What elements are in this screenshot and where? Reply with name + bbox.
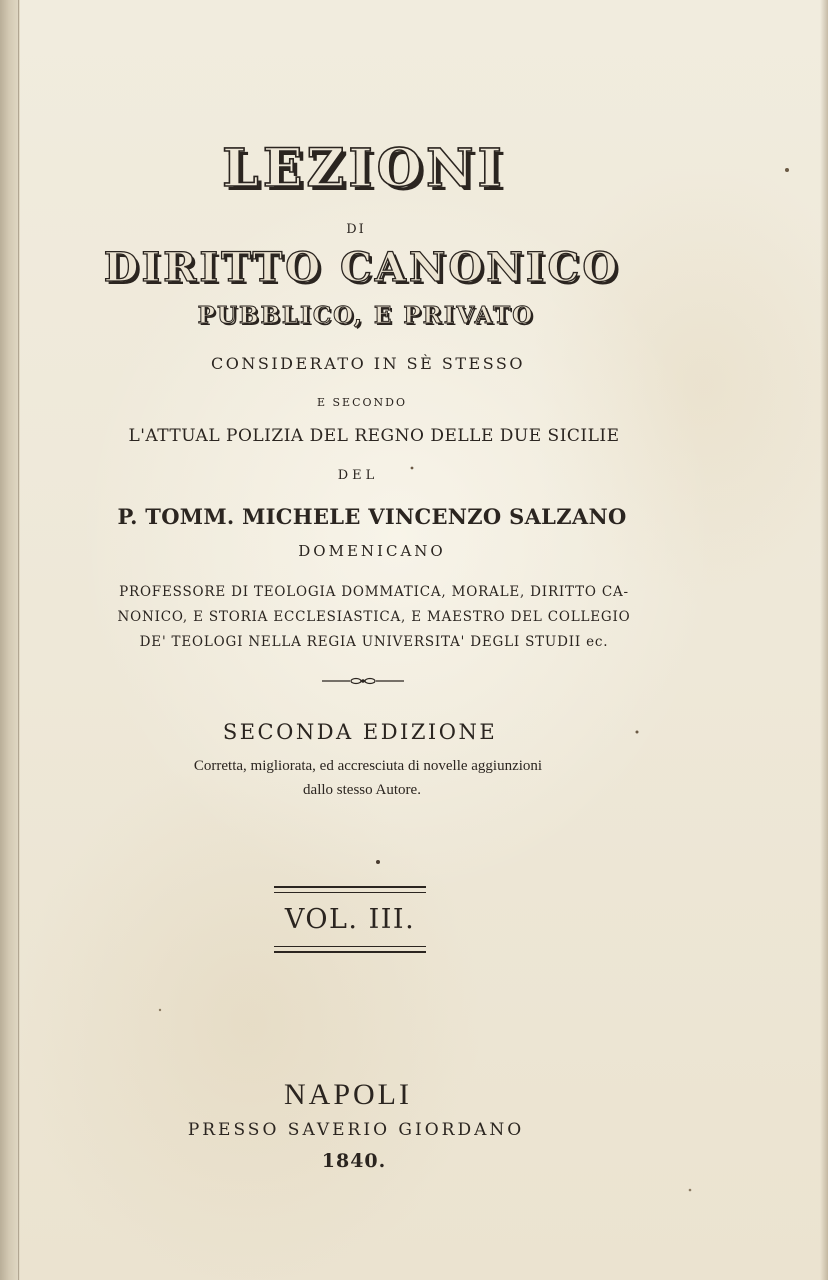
ornament-divider-icon: [320, 674, 406, 688]
attual-polizia-line: L'ATTUAL POLIZIA DEL REGNO DELLE DUE SICILIE: [128, 426, 620, 446]
e-secondo-line: E SECONDO: [317, 396, 407, 409]
del-line: DEL: [337, 468, 379, 483]
volume-number: VOL. III.: [284, 904, 416, 935]
credentials-line: NONICO, E STORIA ECCLESIASTICA, E MAESTRO DEL COLLEGIO: [117, 609, 631, 625]
main-title: LEZIONI: [222, 138, 506, 199]
subtitle: PUBBLICO, E PRIVATO: [197, 302, 535, 329]
edition-title: SECONDA EDIZIONE: [222, 720, 498, 744]
credentials-line: PROFESSORE DI TEOLOGIA DOMMATICA, MORALE, DIRITTO CA-: [119, 584, 629, 600]
imprint-year: 1840.: [321, 1150, 387, 1172]
considerato-line: CONSIDERATO IN SÈ STESSO: [211, 354, 525, 373]
volume-rule-top: [274, 886, 426, 893]
author-credentials: [0, 580, 788, 655]
subject-title: DIRITTO CANONICO: [103, 244, 621, 291]
imprint-city: NAPOLI: [284, 1078, 412, 1111]
volume-rule-bottom: [274, 946, 426, 953]
credentials-line: DE' TEOLOGI NELLA REGIA UNIVERSITA' DEGLI STUDII ec.: [139, 634, 609, 650]
page-edge-shadow: [820, 0, 828, 1280]
imprint-publisher: PRESSO SAVERIO GIORDANO: [187, 1120, 525, 1140]
edition-note-author: dallo stesso Autore.: [303, 782, 421, 798]
author-name: P. TOMM. MICHELE VINCENZO SALZANO: [117, 504, 627, 529]
edition-note: Corretta, migliorata, ed accresciuta di novelle aggiunzioni: [193, 758, 543, 774]
author-order: DOMENICANO: [298, 542, 446, 560]
title-connector-di: DI: [346, 222, 366, 237]
